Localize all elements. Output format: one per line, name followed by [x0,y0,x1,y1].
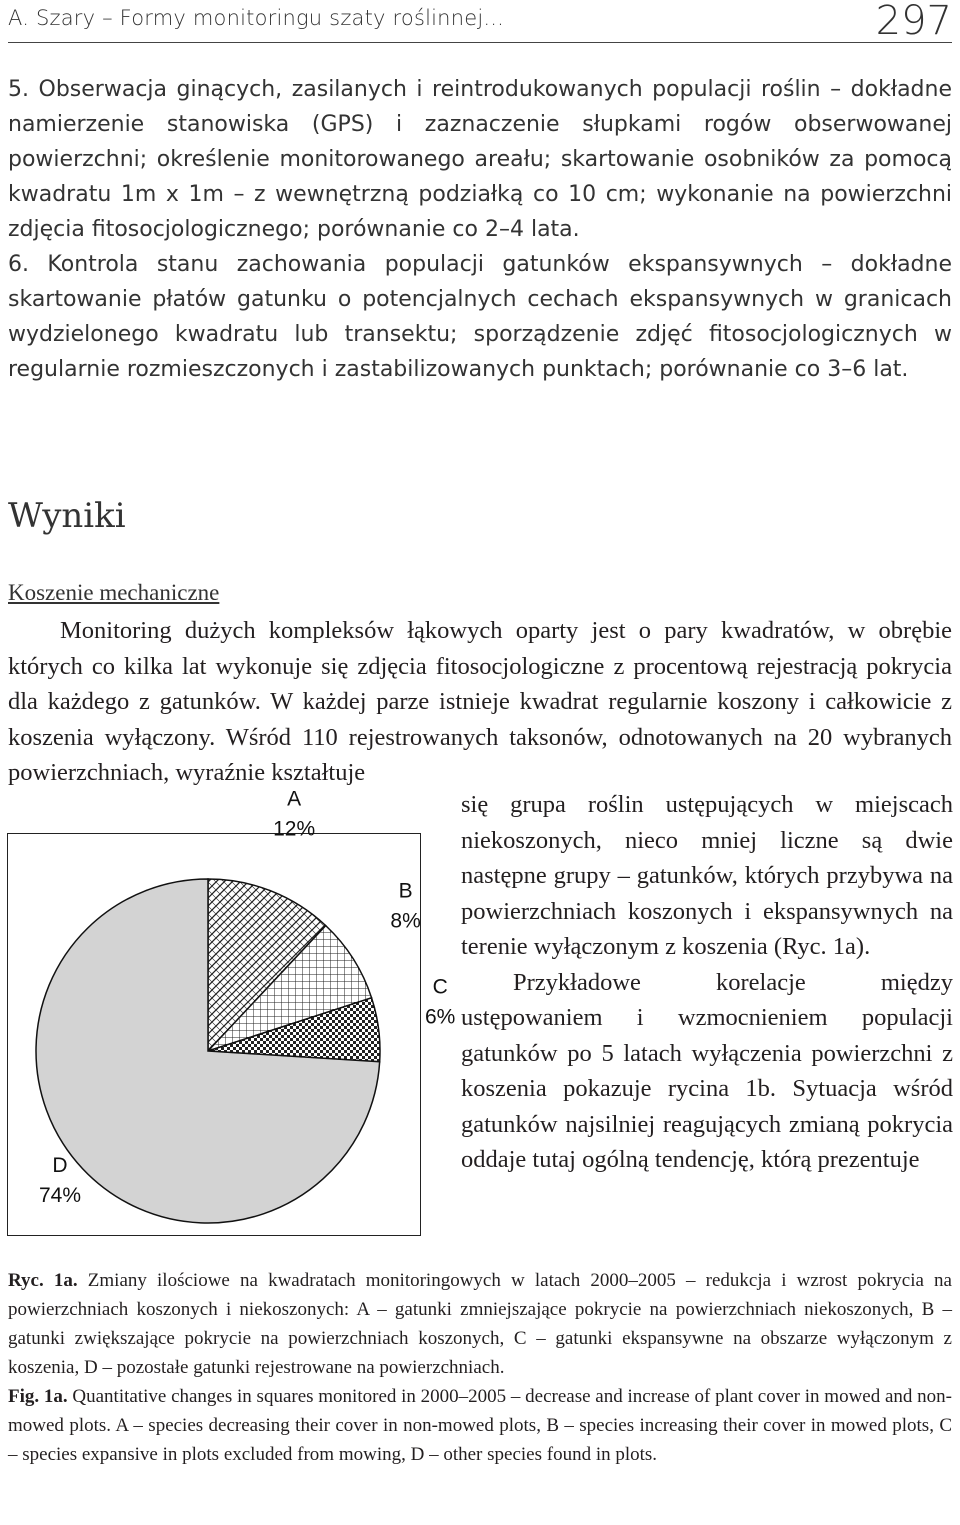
pie-label-category-b: B [398,879,413,903]
methods-list [8,72,952,387]
pie-label-value-c: 6% [424,1005,456,1029]
page-number: 297 [875,0,952,44]
pie-chart [8,787,456,1237]
methods-item-6: 6. Kontrola stanu zachowania populacji gatunków ekspansywnych – dokładne skartowanie płatów gatunku o potencjalnych cechach ekspansywnych w granicach wydzielonego kwadratu lub transektu; sporządzenie zdjęć fitosocjologicznych w regularnie rozmieszczonych i zastabilizowanych punktach; porównanie co 3–6 lat. [8,252,952,382]
pie-label-category-a: A [287,787,302,811]
pie-label-value-b: 8% [390,909,421,933]
results-paragraph [8,613,952,791]
results-side-text-1: się grupa roślin ustępujących w miejscach niekoszonych, nieco mniej liczne są dwie następne grupy – gatunków, których przybywa na powierzchniach koszonych i ekspansywnych na terenie wyłączonym z koszenia (Ryc. 1a). [461,791,953,960]
methods-item-5: 5. Obserwacja ginących, zasilanych i reintrodukowanych populacji roślin – dokładne namierzenie stanowiska (GPS) i zaznaczenie słupkami rogów obserwowanej powierzchni; określenie monitorowanego areału; skartowanie osobników za pomocą kwadratu 1m x 1m – z wewnętrzną podziałką co 10 cm; wykonanie na powierzchni zdjęcia fitosocjologicznego; porównanie co 2–4 lata. [8,77,952,242]
caption-pl-text: Zmiany ilościowe na kwadratach monitoringowych w latach 2000–2005 – redukcja i wzrost pokrycia na powierzchniach koszonych i niekoszonych: A – gatunki zmniejszające pokrycie na powierzchniach niekoszonych, B – gatunki zwiększające pokrycie na powierzchniach koszonych, C – gatunki ekspansywne na obszarze wyłączonym z koszenia, D – pozostałe gatunki rejestrowane na powierzchniach. [8,1270,952,1378]
caption-en-text: Quantitative changes in squares monitored in 2000–2005 – decrease and increase of plant cover in mowed and non-mowed plots. A – species decreasing their cover in non-mowed plots, B – species increasing their cover in mowed plots, C – species expansive in plots excluded from mowing, D – other species found in plots. [8,1386,952,1465]
header-divider [8,42,952,43]
pie-label-category-c: C [432,975,448,999]
caption-english [8,1382,952,1469]
pie-label-value-d: 74% [38,1184,82,1207]
running-title: A. Szary – Formy monitoringu szaty roślinnej... [8,6,504,30]
pie-label-value-a: 12% [273,817,316,841]
page-header [8,0,952,46]
pie-label-category-d: D [52,1154,68,1177]
figure-caption [8,1266,952,1469]
caption-polish [8,1266,952,1382]
caption-en-label: Fig. 1a. [8,1386,68,1407]
pie-chart-figure [7,787,456,1236]
results-side-text [461,787,953,1178]
caption-pl-label: Ryc. 1a. [8,1270,78,1291]
section-heading: Wyniki [8,496,126,536]
results-paragraph-text: Monitoring dużych kompleksów łąkowych oparty jest o pary kwadratów, w obrębie których co kilka lat wykonuje się zdjęcia fitosocjologiczne z procentową rejestracją pokrycia dla każdego z gatunków. W każdej parze istnieje kwadrat regularnie koszony i całkowicie z koszenia wyłączony. Wśród 110 rejestrowanych taksonów, odnotowanych na 20 wybranych powierzchniach, wyraźnie kształtuje [8,617,952,786]
results-side-text-2: Przykładowe korelacje między ustępowaniem i wzmocnieniem populacji gatunków po 5 latach wyłączenia powierzchni z koszenia pokazuje rycina 1b. Sytuacja wśród gatunków najsilniej reagujących zmianą pokrycia oddaje tutaj ogólną tendencję, którą prezentuje [461,968,953,1173]
subsection-heading: Koszenie mechaniczne [8,580,220,605]
